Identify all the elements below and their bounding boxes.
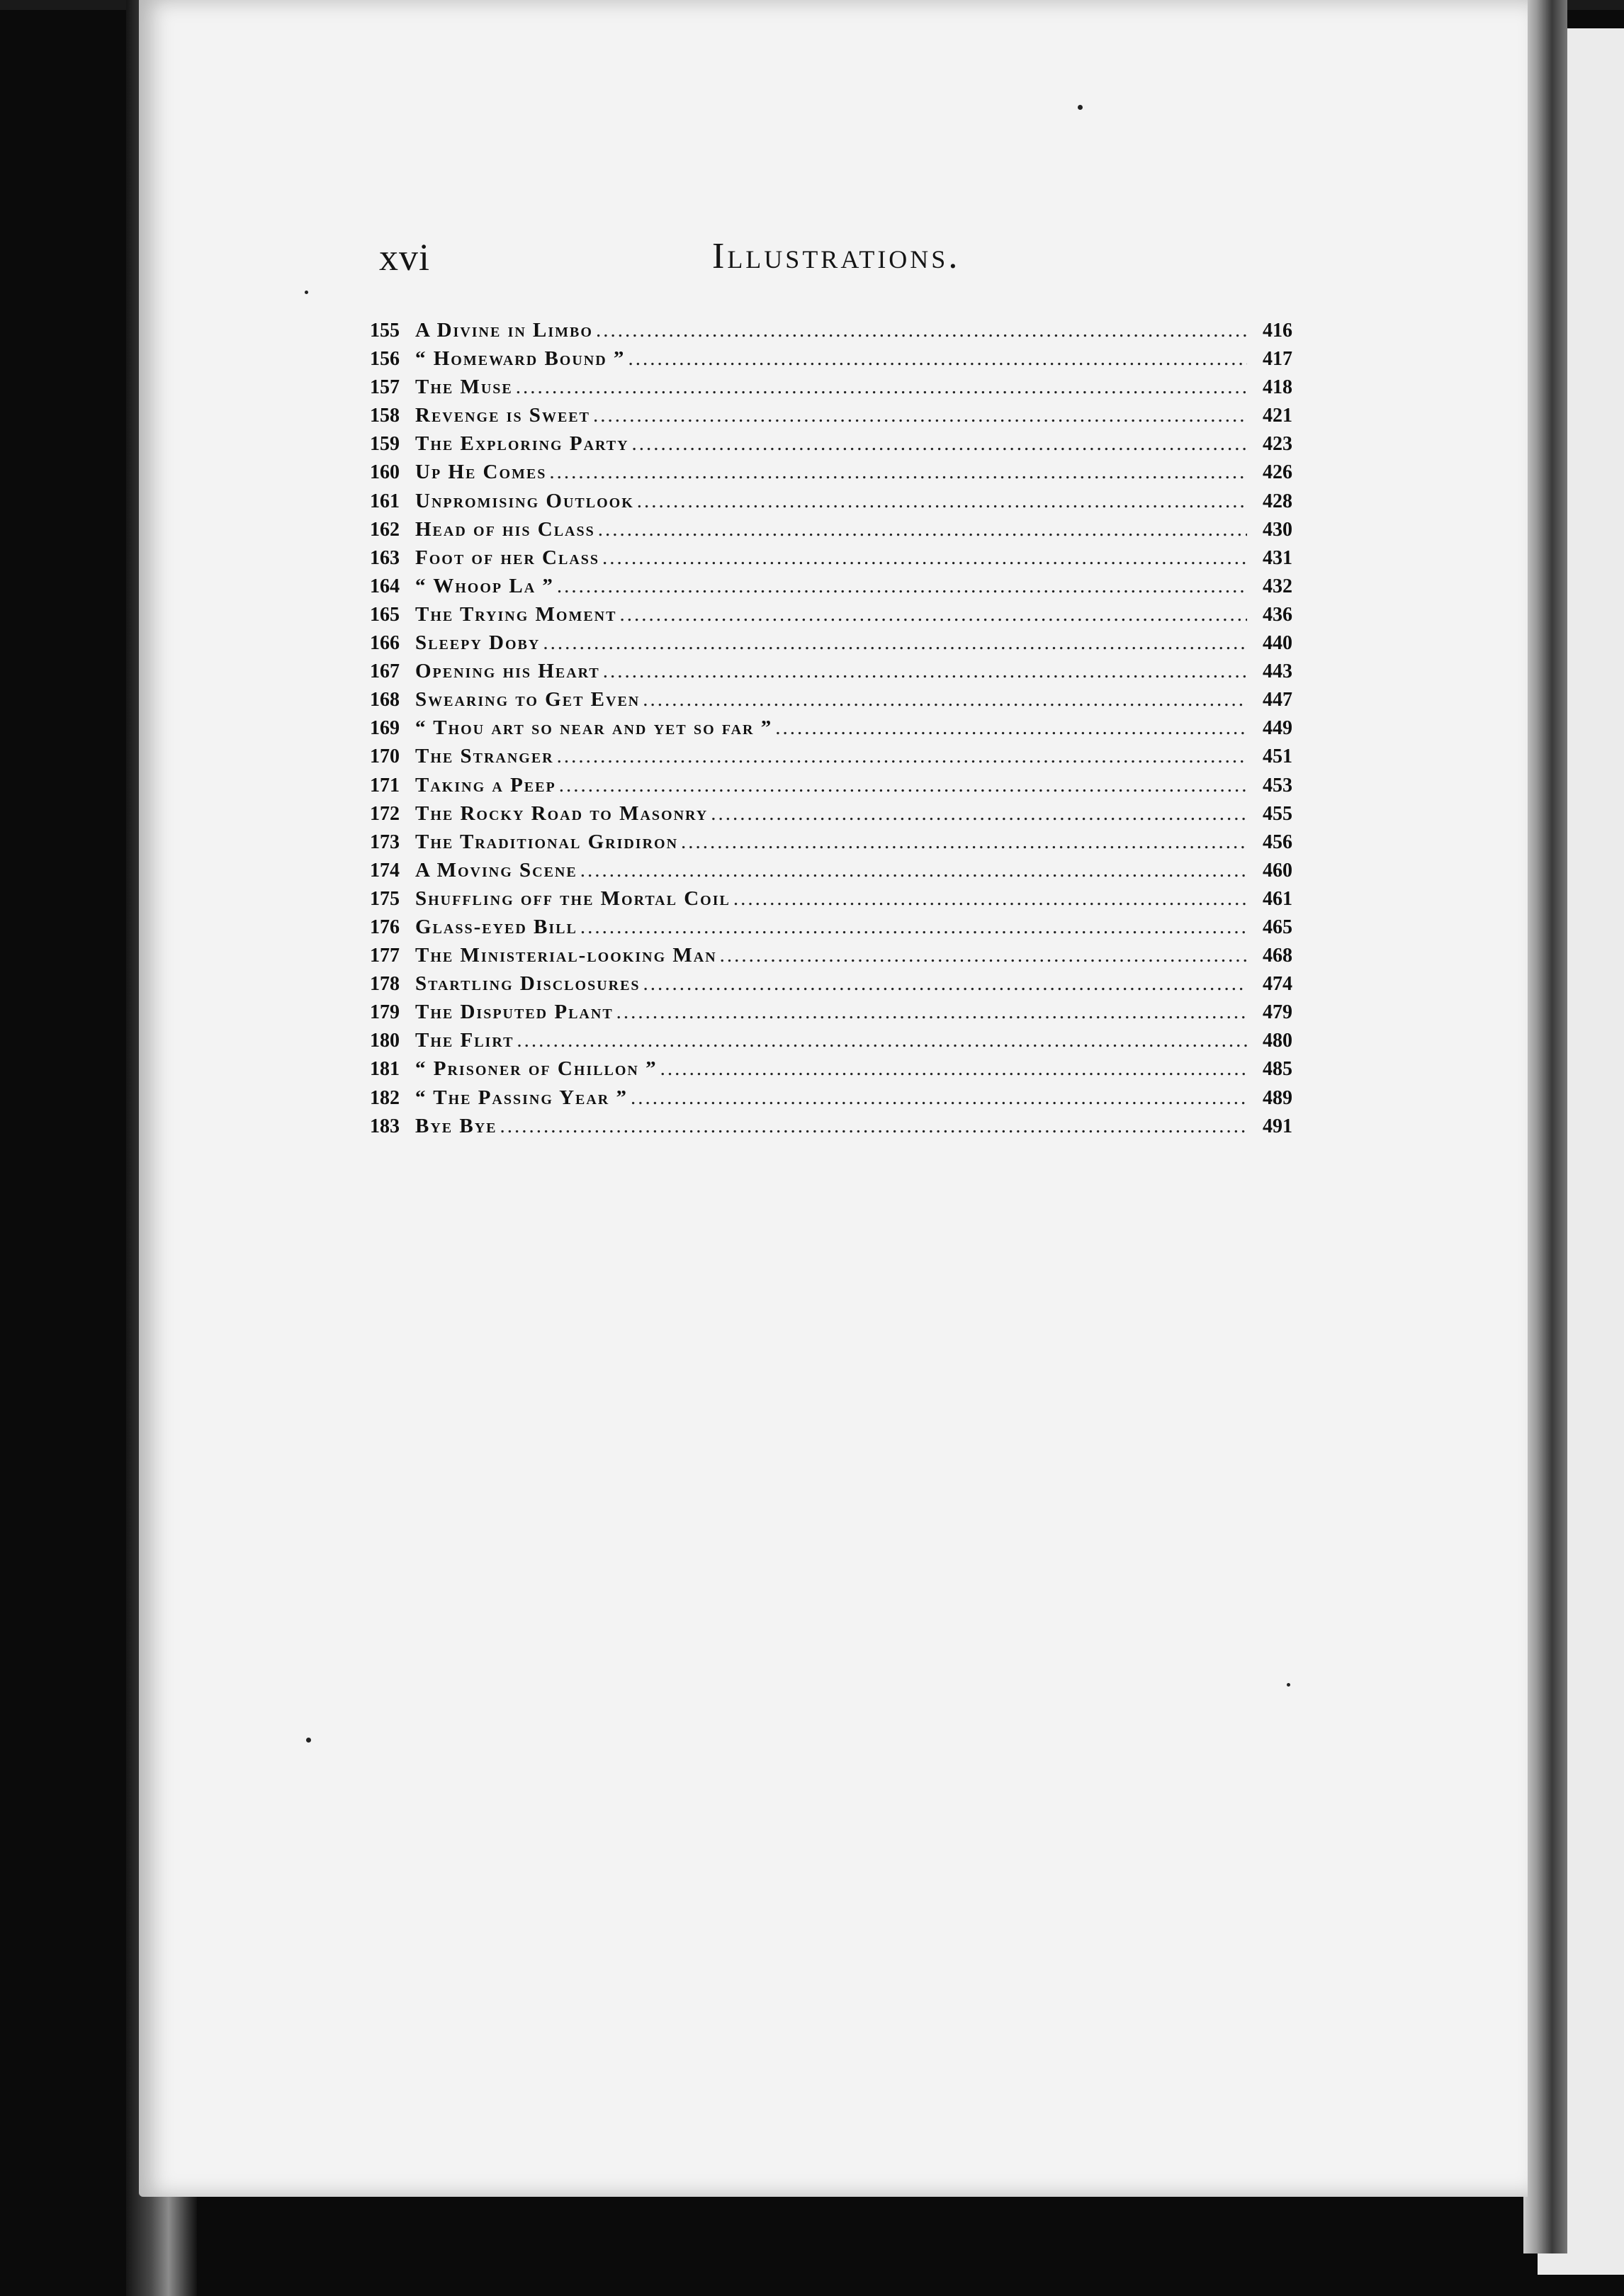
illustration-number: 167 xyxy=(370,660,400,683)
illustration-title: Head of his Class xyxy=(415,517,595,541)
dot-leader xyxy=(593,401,1247,429)
illustration-title: Opening his Heart xyxy=(415,660,600,683)
list-item xyxy=(370,1054,1292,1083)
illustration-number: 182 xyxy=(370,1086,400,1109)
illustration-title: The Stranger xyxy=(415,745,554,768)
page-gutter-shadow xyxy=(1523,0,1567,2253)
illustration-number: 169 xyxy=(370,717,400,740)
illustration-title: Up He Comes xyxy=(415,461,547,484)
illustration-number: 165 xyxy=(370,603,400,626)
page-number: 428 xyxy=(1263,490,1292,512)
illustration-title: “ Homeward Bound ” xyxy=(415,347,626,371)
illustration-number: 170 xyxy=(370,745,400,768)
list-item xyxy=(370,913,1292,941)
dot-leader xyxy=(775,714,1247,742)
illustration-number: 158 xyxy=(370,405,400,427)
list-item xyxy=(370,856,1292,884)
illustration-title: Unpromising Outlook xyxy=(415,489,634,512)
list-item xyxy=(370,884,1292,913)
illustration-title: Swearing to Get Even xyxy=(415,688,641,711)
illustration-number: 175 xyxy=(370,887,400,910)
page-number: 449 xyxy=(1263,717,1292,740)
illustration-number: 168 xyxy=(370,689,400,711)
dot-leader xyxy=(711,799,1247,828)
dot-leader xyxy=(643,969,1247,998)
page-number: 479 xyxy=(1263,1001,1292,1024)
dot-leader xyxy=(660,1054,1247,1083)
illustration-number: 161 xyxy=(370,490,400,512)
dot-leader xyxy=(616,998,1247,1026)
page-number: 474 xyxy=(1263,973,1292,996)
page-number: 468 xyxy=(1263,945,1292,967)
page-number: 489 xyxy=(1263,1086,1292,1109)
illustration-number: 181 xyxy=(370,1058,400,1081)
illustrations-list xyxy=(370,316,1292,1140)
page-number: 430 xyxy=(1263,518,1292,541)
list-item xyxy=(370,600,1292,629)
page-title: Illustrations. xyxy=(712,236,961,276)
illustration-number: 178 xyxy=(370,973,400,996)
illustration-number: 162 xyxy=(370,518,400,541)
illustration-title: The Ministerial-looking Man xyxy=(415,944,717,967)
list-item xyxy=(370,969,1292,998)
page-number: 447 xyxy=(1263,689,1292,711)
dot-leader xyxy=(681,828,1247,856)
illustration-number: 166 xyxy=(370,632,400,655)
illustration-number: 160 xyxy=(370,461,400,484)
illustration-number: 164 xyxy=(370,575,400,597)
page-number: 456 xyxy=(1263,831,1292,853)
dot-leader xyxy=(559,771,1247,799)
list-item xyxy=(370,657,1292,685)
page-number: 480 xyxy=(1263,1030,1292,1052)
illustration-title: “ Thou art so near and yet so far ” xyxy=(415,716,773,740)
ink-speck xyxy=(305,291,308,294)
illustration-title: The Traditional Gridiron xyxy=(415,830,679,853)
list-item xyxy=(370,316,1292,344)
list-item xyxy=(370,373,1292,401)
ink-speck xyxy=(306,1738,311,1743)
ink-speck xyxy=(1287,1683,1290,1687)
page-number: 443 xyxy=(1263,660,1292,683)
dot-leader xyxy=(516,373,1247,401)
ink-speck xyxy=(1078,105,1083,110)
dot-leader xyxy=(557,572,1247,600)
illustration-title: Shuffling off the Mortal Coil xyxy=(415,887,731,910)
illustration-number: 171 xyxy=(370,774,400,797)
page-number: 465 xyxy=(1263,916,1292,938)
illustration-title: A Moving Scene xyxy=(415,858,577,882)
illustration-title: The Flirt xyxy=(415,1029,514,1052)
page-number: 416 xyxy=(1263,320,1292,342)
illustration-number: 177 xyxy=(370,945,400,967)
dot-leader xyxy=(602,544,1247,572)
page-number: 432 xyxy=(1263,575,1292,597)
dot-leader xyxy=(619,600,1247,629)
list-item xyxy=(370,941,1292,969)
page-number: 485 xyxy=(1263,1058,1292,1081)
illustration-title: The Rocky Road to Masonry xyxy=(415,801,709,825)
dot-leader xyxy=(557,742,1247,770)
dot-leader xyxy=(543,629,1247,657)
list-item xyxy=(370,515,1292,544)
page-number: 451 xyxy=(1263,745,1292,768)
dot-leader xyxy=(637,487,1247,515)
illustration-title: A Divine in Limbo xyxy=(415,319,593,342)
list-item xyxy=(370,799,1292,828)
list-item xyxy=(370,828,1292,856)
page-number: 423 xyxy=(1263,433,1292,456)
page-number: 455 xyxy=(1263,802,1292,825)
list-item xyxy=(370,344,1292,373)
list-item xyxy=(370,685,1292,714)
illustration-title: The Disputed Plant xyxy=(415,1001,614,1024)
dot-leader xyxy=(643,685,1247,714)
illustration-title: The Muse xyxy=(415,376,513,399)
dot-leader xyxy=(549,458,1247,486)
page-number: 426 xyxy=(1263,461,1292,484)
illustration-title: Sleepy Doby xyxy=(415,631,541,655)
dot-leader xyxy=(596,316,1247,344)
page-number: 453 xyxy=(1263,774,1292,797)
dot-leader xyxy=(580,856,1247,884)
dot-leader xyxy=(628,344,1247,373)
page-number: 421 xyxy=(1263,405,1292,427)
page-number: 440 xyxy=(1263,632,1292,655)
page-number: 436 xyxy=(1263,603,1292,626)
dot-leader xyxy=(720,941,1247,969)
page-number: 417 xyxy=(1263,348,1292,371)
page-number: 418 xyxy=(1263,376,1292,399)
page-number: 491 xyxy=(1263,1115,1292,1137)
illustration-number: 183 xyxy=(370,1115,400,1137)
list-item xyxy=(370,742,1292,770)
list-item xyxy=(370,629,1292,657)
illustration-number: 176 xyxy=(370,916,400,938)
running-head xyxy=(379,235,1293,285)
illustration-title: Glass-eyed Bill xyxy=(415,915,577,938)
illustration-number: 173 xyxy=(370,831,400,853)
list-item xyxy=(370,572,1292,600)
illustration-title: Startling Disclosures xyxy=(415,972,641,996)
list-item xyxy=(370,429,1292,458)
page-number: 460 xyxy=(1263,859,1292,882)
illustration-title: “ Prisoner of Chillon ” xyxy=(415,1057,658,1081)
list-item xyxy=(370,1026,1292,1054)
illustration-number: 172 xyxy=(370,802,400,825)
illustration-title: Bye Bye xyxy=(415,1114,497,1137)
dot-leader xyxy=(733,884,1247,913)
dot-leader xyxy=(603,657,1247,685)
list-item xyxy=(370,1084,1292,1112)
illustration-number: 157 xyxy=(370,376,400,399)
illustration-title: Foot of her Class xyxy=(415,546,600,569)
illustration-title: Taking a Peep xyxy=(415,773,556,797)
list-item xyxy=(370,1112,1292,1140)
page-folio: xvi xyxy=(379,236,431,278)
page-number: 461 xyxy=(1263,887,1292,910)
list-item xyxy=(370,714,1292,742)
illustration-title: Revenge is Sweet xyxy=(415,404,590,427)
list-item xyxy=(370,998,1292,1026)
illustration-title: The Trying Moment xyxy=(415,602,617,626)
list-item xyxy=(370,544,1292,572)
list-item xyxy=(370,487,1292,515)
dot-leader xyxy=(517,1026,1247,1054)
dot-leader xyxy=(580,913,1247,941)
dot-leader xyxy=(500,1112,1247,1140)
list-item xyxy=(370,458,1292,486)
illustration-title: “ Whoop La ” xyxy=(415,574,554,597)
illustration-number: 155 xyxy=(370,320,400,342)
page-number: 431 xyxy=(1263,546,1292,569)
dot-leader xyxy=(598,515,1247,544)
dot-leader xyxy=(632,429,1247,458)
list-item xyxy=(370,771,1292,799)
illustration-title: “ The Passing Year ” xyxy=(415,1086,628,1109)
illustration-title: The Exploring Party xyxy=(415,432,629,456)
illustration-number: 180 xyxy=(370,1030,400,1052)
illustration-number: 163 xyxy=(370,546,400,569)
list-item xyxy=(370,401,1292,429)
illustration-number: 179 xyxy=(370,1001,400,1024)
illustration-number: 159 xyxy=(370,433,400,456)
illustration-number: 156 xyxy=(370,348,400,371)
illustration-number: 174 xyxy=(370,859,400,882)
dot-leader xyxy=(631,1084,1247,1112)
